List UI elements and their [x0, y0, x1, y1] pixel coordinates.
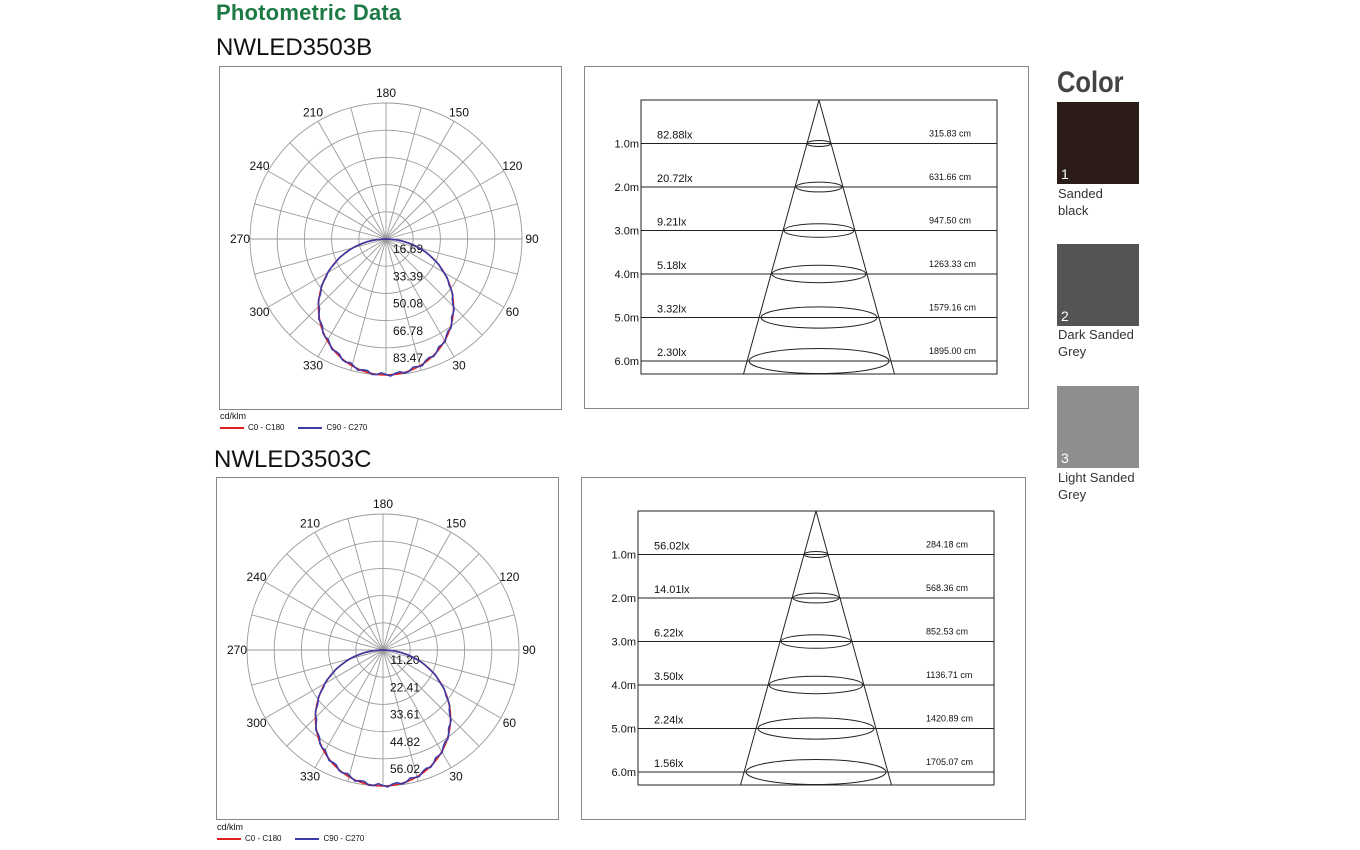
cone-illuminance-label: 82.88lx — [657, 129, 693, 142]
cone-diameter-label: 1420.89 cm — [926, 713, 974, 724]
polar-angle-label: 300 — [246, 716, 267, 730]
polar-value-label: 22.41 — [389, 680, 421, 695]
cone-diameter-label: 631.66 cm — [929, 172, 972, 182]
product-model-2: NWLED3503C — [214, 446, 372, 473]
polar-grid-spoke — [287, 650, 383, 746]
polar-grid-spoke — [386, 143, 482, 239]
cone-distance-label: 6.0m — [614, 356, 639, 368]
polar-chart-2 — [216, 477, 559, 820]
color-swatch-sanded-black[interactable] — [1057, 102, 1139, 184]
swatch-label-3 — [1058, 469, 1168, 503]
polar-grid-spoke — [383, 519, 418, 650]
polar-grid-spoke — [386, 121, 454, 239]
polar-grid-spoke — [255, 204, 386, 239]
polar-angle-label: 120 — [499, 570, 520, 584]
swatch-number: 3 — [1061, 450, 1069, 466]
cone-diameter-label: 1895.00 cm — [929, 346, 977, 356]
legend-red-swatch — [217, 838, 241, 840]
cone-distance-label: 4.0m — [614, 269, 639, 281]
cone-distance-label: 2.0m — [614, 182, 639, 194]
polar-angle-label: 60 — [502, 716, 517, 730]
cone-distance-label: 2.0m — [611, 593, 636, 605]
polar-grid-spoke — [268, 171, 386, 239]
cone-diameter-label: 947.50 cm — [929, 215, 972, 226]
polar-angle-label: 240 — [246, 570, 267, 584]
polar-angle-label: 270 — [226, 643, 248, 657]
polar-angle-label: 90 — [525, 232, 539, 246]
polar-value-label: 33.39 — [392, 269, 424, 284]
cone-illuminance-label: 2.30lx — [657, 347, 687, 359]
polar-svg — [217, 478, 558, 820]
cone-diameter-label: 1136.71 cm — [926, 670, 973, 680]
cone-svg — [585, 67, 1028, 408]
legend-unit: cd/klm — [220, 411, 247, 421]
cone-illuminance-label: 3.50lx — [654, 671, 684, 683]
swatch-label-line: Dark Sanded — [1058, 327, 1134, 342]
swatch-label-2 — [1058, 326, 1168, 360]
polar-grid-spoke — [351, 108, 386, 239]
polar-grid-spoke — [383, 582, 501, 650]
cone-diameter-label: 1263.33 cm — [929, 259, 977, 269]
swatch-label-line: black — [1058, 203, 1089, 218]
product-model-1: NWLED3503B — [216, 34, 373, 61]
legend-series-2: C90 - C270 — [326, 423, 368, 432]
polar-angle-label: 240 — [249, 159, 270, 173]
swatch-label-line: Light Sanded — [1058, 470, 1135, 485]
cone-diameter-label: 1705.07 cm — [926, 757, 974, 767]
polar-angle-label: 330 — [299, 769, 321, 784]
polar-grid-spoke — [287, 554, 383, 650]
polar-grid-spoke — [290, 239, 386, 335]
polar-value-label: 33.61 — [389, 707, 421, 722]
swatch-number: 1 — [1061, 166, 1069, 182]
polar-svg — [220, 67, 561, 409]
polar-grid-spoke — [383, 554, 479, 650]
polar-angle-label: 300 — [249, 305, 270, 319]
cone-distance-label: 5.0m — [614, 312, 639, 325]
polar-angle-label: 180 — [375, 86, 397, 100]
polar-angle-label: 90 — [522, 643, 536, 657]
polar-grid-spoke — [383, 615, 514, 650]
polar-grid-spoke — [351, 239, 386, 370]
swatch-number: 2 — [1061, 308, 1069, 324]
swatch-label-line: Sanded — [1058, 186, 1103, 201]
cone-illuminance-label: 3.32lx — [657, 303, 687, 316]
polar-grid-spoke — [386, 171, 504, 239]
color-heading: Color — [1057, 66, 1124, 99]
polar-angle-label: 210 — [302, 105, 324, 120]
cone-distance-label: 5.0m — [611, 723, 636, 736]
cone-diameter-label: 568.36 cm — [926, 583, 969, 593]
cone-diameter-label: 284.18 cm — [926, 539, 969, 550]
polar-grid-spoke — [318, 121, 386, 239]
polar-angle-label: 120 — [502, 159, 523, 173]
color-swatch-light-sanded-grey[interactable] — [1057, 386, 1139, 468]
cone-distance-label: 1.0m — [611, 549, 636, 562]
polar-grid-spoke — [386, 108, 421, 239]
polar-angle-label: 330 — [302, 358, 324, 373]
color-swatch-dark-sanded-grey[interactable] — [1057, 244, 1139, 326]
polar-chart-1 — [219, 66, 562, 410]
cone-illuminance-label: 14.01lx — [654, 584, 690, 596]
polar-grid-spoke — [315, 532, 383, 650]
cone-illuminance-label: 9.21lx — [657, 216, 687, 229]
legend-1 — [220, 411, 367, 433]
legend-red-swatch — [220, 427, 244, 429]
polar-angle-label: 30 — [452, 358, 466, 373]
polar-grid-spoke — [386, 204, 517, 239]
cone-svg — [582, 478, 1025, 819]
legend-blue-swatch — [295, 838, 319, 840]
cone-distance-label: 3.0m — [611, 636, 636, 649]
page-title: Photometric Data — [216, 0, 402, 25]
polar-grid-spoke — [255, 239, 386, 274]
swatch-label-1 — [1058, 185, 1168, 219]
cone-chart-2 — [581, 477, 1026, 820]
cone-chart-1 — [584, 66, 1029, 409]
polar-value-label: 11.20 — [390, 653, 420, 668]
polar-angle-label: 150 — [445, 516, 467, 531]
cone-diameter-label: 852.53 cm — [926, 626, 969, 637]
cone-distance-label: 6.0m — [611, 767, 636, 779]
cone-diameter-label: 1579.16 cm — [929, 302, 977, 313]
polar-grid-spoke — [348, 650, 383, 781]
polar-value-label: 50.08 — [392, 296, 424, 311]
legend-series-1: C0 - C180 — [248, 423, 285, 432]
polar-angle-label: 270 — [229, 232, 251, 246]
cone-distance-label: 4.0m — [611, 680, 636, 692]
polar-angle-label: 30 — [449, 769, 463, 784]
cone-illuminance-label: 2.24lx — [654, 714, 684, 727]
polar-angle-label: 210 — [299, 516, 321, 531]
cone-distance-label: 1.0m — [614, 138, 639, 151]
swatch-label-line: Grey — [1058, 487, 1087, 502]
legend-unit: cd/klm — [217, 822, 244, 832]
polar-grid-spoke — [290, 143, 386, 239]
polar-angle-label: 150 — [448, 105, 470, 120]
polar-grid-spoke — [265, 582, 383, 650]
cone-illuminance-label: 20.72lx — [657, 173, 693, 185]
cone-distance-label: 3.0m — [614, 225, 639, 238]
polar-angle-label: 180 — [372, 497, 394, 511]
legend-blue-swatch — [298, 427, 322, 429]
cone-illuminance-label: 1.56lx — [654, 758, 684, 770]
polar-value-label: 66.78 — [392, 323, 424, 338]
cone-illuminance-label: 56.02lx — [654, 540, 690, 553]
legend-series-2: C90 - C270 — [323, 834, 365, 843]
cone-illuminance-label: 5.18lx — [657, 260, 687, 272]
polar-angle-label: 60 — [505, 305, 520, 319]
cone-illuminance-label: 6.22lx — [654, 627, 684, 640]
polar-value-label: 56.02 — [389, 762, 421, 776]
cone-diameter-label: 315.83 cm — [929, 128, 972, 139]
polar-grid-spoke — [252, 615, 383, 650]
polar-value-label: 83.47 — [392, 351, 424, 365]
polar-value-label: 44.82 — [389, 734, 421, 749]
legend-series-1: C0 - C180 — [245, 834, 282, 843]
polar-value-label: 16.69 — [392, 242, 424, 257]
polar-grid-spoke — [252, 650, 383, 685]
swatch-label-line: Grey — [1058, 344, 1087, 359]
polar-grid-spoke — [348, 519, 383, 650]
polar-grid-spoke — [383, 532, 451, 650]
legend-2 — [217, 822, 364, 844]
